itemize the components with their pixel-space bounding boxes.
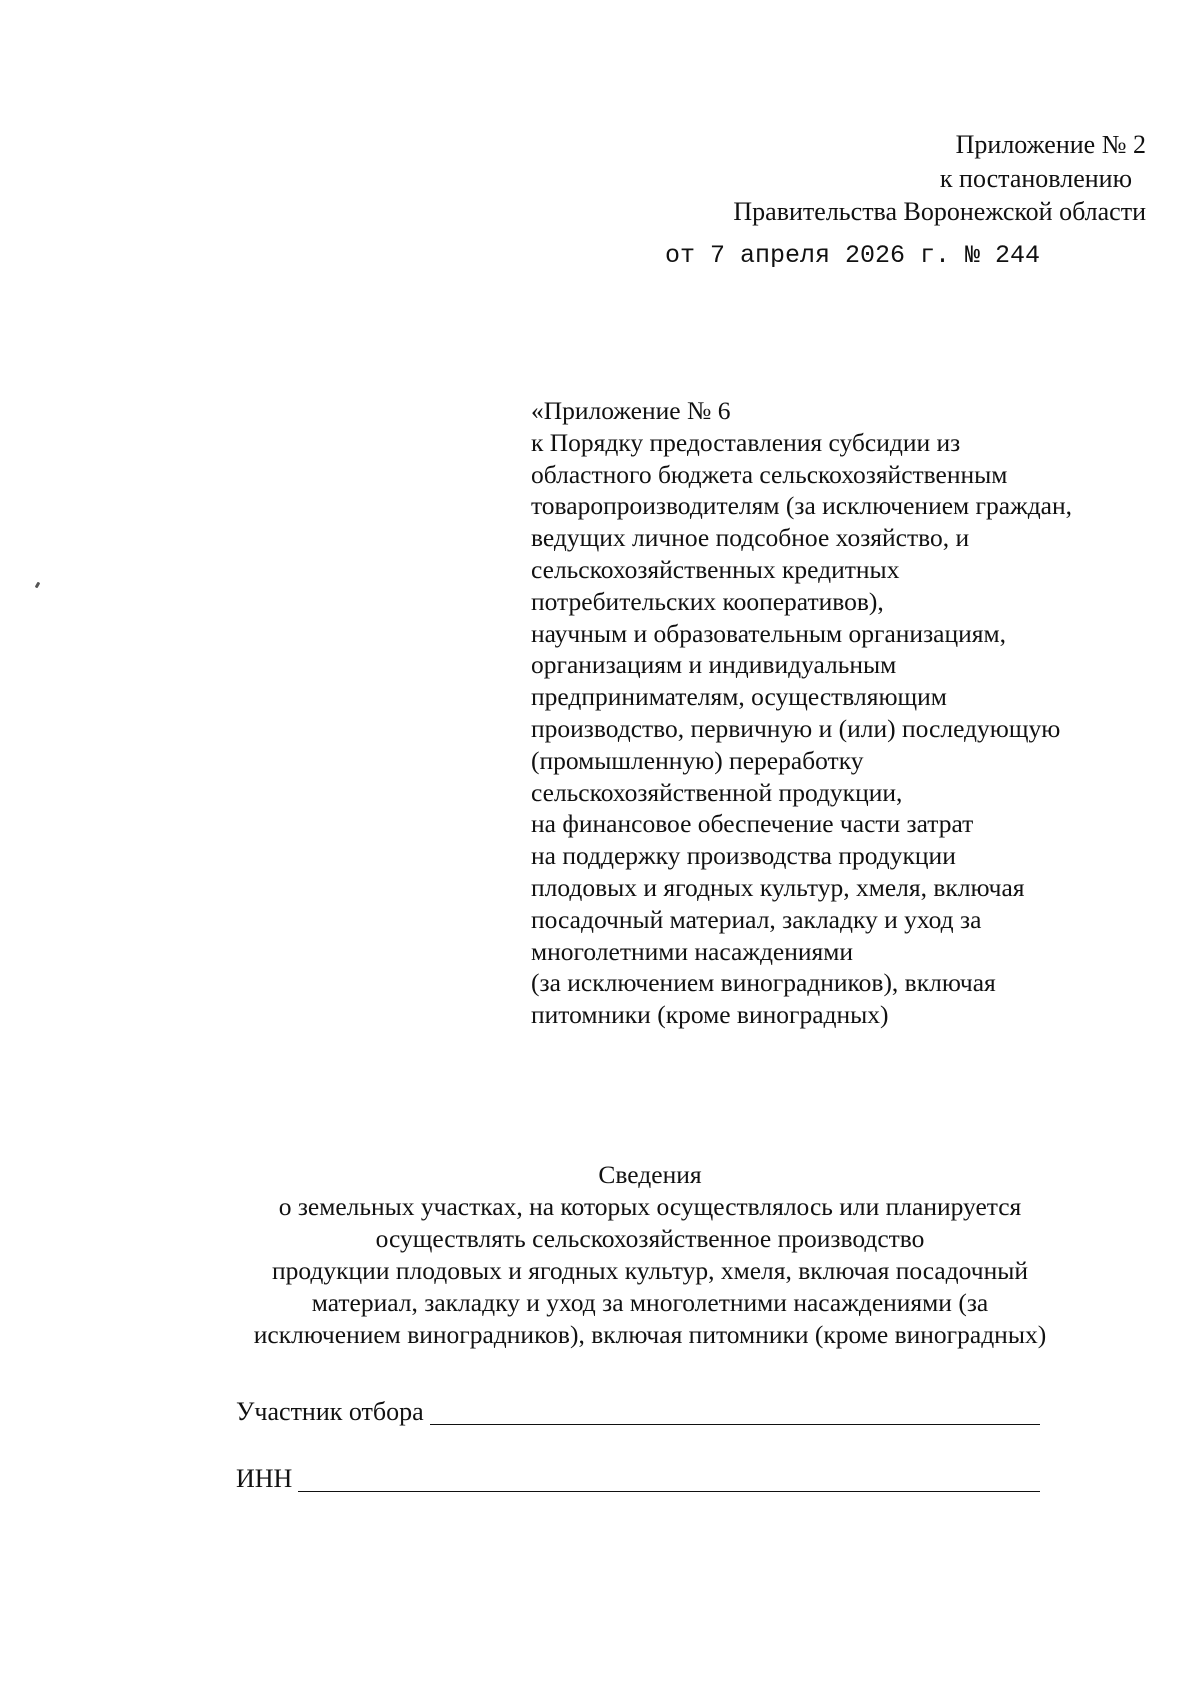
heading-line: материал, закладку и уход за многолетними насаждениями (за [311, 1288, 989, 1317]
inn-label: ИНН [236, 1464, 293, 1493]
appendix-line: «Приложение № 6 [531, 396, 731, 425]
participant-field [236, 1396, 1040, 1428]
appendix-line: потребительских кооперативов), [531, 586, 884, 616]
appendix-line: (промышленную) переработку [531, 745, 864, 775]
appendix-line: многолетними насаждениями [531, 936, 854, 966]
participant-blank-line[interactable] [430, 1400, 1040, 1425]
appendix-line: предпринимателям, осуществляющим [531, 682, 947, 712]
appendix-line: на финансовое обеспечение части затрат [531, 809, 974, 839]
heading-line: продукции плодовых и ягодных культур, хмеля, включая посадочный [272, 1256, 1028, 1285]
heading-title: Сведения [598, 1160, 702, 1189]
appendix-line: ведущих личное подсобное хозяйство, и [531, 523, 970, 553]
appendix-line: научным и образовательным организациям, [531, 618, 1006, 648]
heading-line: осуществлять сельскохозяйственное производство [375, 1224, 925, 1253]
scan-speck [35, 582, 41, 589]
inn-field [236, 1463, 1040, 1495]
appendix-line: сельскохозяйственной продукции, [531, 777, 903, 807]
heading-line: о земельных участках, на которых осуществлялось или планируется [278, 1192, 1022, 1221]
annex-reference: к постановлению [939, 164, 1132, 193]
appendix-line: организациям и индивидуальным [531, 650, 897, 680]
heading-line: исключением виноградников), включая питомники (кроме виноградных) [253, 1320, 1047, 1349]
appendix-line: товаропроизводителям (за исключением граждан, [531, 491, 1073, 521]
appendix-line: производство, первичную и (или) последующую [531, 713, 1061, 743]
appendix-line: областного бюджета сельскохозяйственным [531, 459, 1008, 489]
appendix-line: (за исключением виноградников), включая [531, 968, 996, 998]
appendix-line: к Порядку предоставления субсидии из [531, 427, 961, 457]
resolution-date-number: от 7 апреля 2026 г. № 244 [664, 241, 1040, 270]
annex-number: Приложение № 2 [955, 130, 1146, 159]
appendix-line: посадочный материал, закладку и уход за [531, 904, 982, 934]
inn-blank-line[interactable] [298, 1467, 1040, 1492]
appendix-line: питомники (кроме виноградных) [531, 1000, 889, 1030]
appendix-line: сельскохозяйственных кредитных [531, 554, 900, 584]
appendix-line: плодовых и ягодных культур, хмеля, включая [531, 872, 1025, 902]
appendix-line: на поддержку производства продукции [531, 841, 956, 871]
issuing-authority: Правительства Воронежской области [733, 197, 1146, 226]
participant-label: Участник отбора [236, 1397, 424, 1426]
document-heading [190, 1159, 1110, 1351]
appendix-block [531, 395, 1171, 1031]
